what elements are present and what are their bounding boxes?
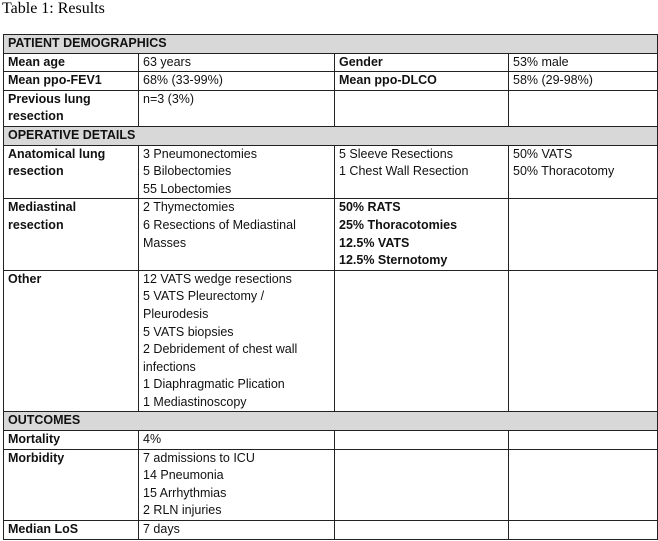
los-value: 7 days xyxy=(139,521,335,540)
table-row xyxy=(4,199,658,270)
dlco-value: 58% (29-98%) xyxy=(509,72,658,91)
anatomical-procedures xyxy=(139,145,335,199)
cell-line: 5 VATS biopsies xyxy=(143,324,234,339)
empty-cell xyxy=(335,90,509,126)
table-row xyxy=(4,90,658,126)
section-row-outcomes xyxy=(4,412,658,431)
empty-cell xyxy=(335,521,509,540)
prev-resection-label xyxy=(4,90,139,126)
fev1-label: Mean ppo-FEV1 xyxy=(4,72,139,91)
cell-line: Mediastinal xyxy=(8,200,77,215)
cell-line: 12.5% VATS xyxy=(339,235,410,250)
cell-line: 1 Chest Wall Resection xyxy=(339,164,469,179)
los-label: Median LoS xyxy=(4,521,139,540)
cell-line: 12.5% Sternotomy xyxy=(339,253,448,268)
empty-cell xyxy=(509,199,658,270)
cell-line: 50% Thoracotomy xyxy=(513,164,615,179)
empty-cell xyxy=(509,431,658,450)
cell-line: 1 Mediastinoscopy xyxy=(143,394,247,409)
cell-line: 7 admissions to ICU xyxy=(143,450,255,465)
other-label: Other xyxy=(4,270,139,412)
cell-line: infections xyxy=(143,359,196,374)
cell-line: 50% RATS xyxy=(339,200,401,215)
results-table xyxy=(3,34,658,540)
empty-cell xyxy=(335,270,509,412)
cell-line: 2 Thymectomies xyxy=(143,200,235,215)
prev-resection-value: n=3 (3%) xyxy=(139,90,335,126)
empty-cell xyxy=(509,449,658,520)
cell-line: Anatomical lung xyxy=(8,146,106,161)
mediastinal-approach xyxy=(335,199,509,270)
empty-cell xyxy=(509,90,658,126)
cell-line: 50% VATS xyxy=(513,146,573,161)
cell-line: 25% Thoracotomies xyxy=(339,217,458,232)
table-caption: Table 1: Results xyxy=(2,0,105,17)
anatomical-approach xyxy=(509,145,658,199)
cell-line: 1 Diaphragmatic Plication xyxy=(143,377,285,392)
section-row-operative xyxy=(4,126,658,145)
section-title-outcomes: OUTCOMES xyxy=(4,412,658,431)
cell-line: 55 Lobectomies xyxy=(143,181,232,196)
cell-line: 2 Debridement of chest wall xyxy=(143,342,298,357)
cell-line: 14 Pneumonia xyxy=(143,468,224,483)
mediastinal-procedures xyxy=(139,199,335,270)
cell-line: Masses xyxy=(143,235,187,250)
cell-line: 5 Sleeve Resections xyxy=(339,146,453,161)
cell-line: 2 RLN injuries xyxy=(143,503,222,518)
empty-cell xyxy=(335,449,509,520)
section-row-demographics xyxy=(4,35,658,54)
cell-line: resection xyxy=(8,164,64,179)
section-title-operative: OPERATIVE DETAILS xyxy=(4,126,658,145)
table-row xyxy=(4,431,658,450)
cell-line: resection xyxy=(8,109,64,124)
table-row xyxy=(4,145,658,199)
mediastinal-label xyxy=(4,199,139,270)
dlco-label: Mean ppo-DLCO xyxy=(335,72,509,91)
mortality-value: 4% xyxy=(139,431,335,450)
gender-label: Gender xyxy=(335,53,509,72)
cell-line: 12 VATS wedge resections xyxy=(143,271,292,286)
other-procedures xyxy=(139,270,335,412)
anatomical-label xyxy=(4,145,139,199)
cell-line: Pleurodesis xyxy=(143,306,209,321)
table-row xyxy=(4,53,658,72)
table-row xyxy=(4,270,658,412)
cell-line: 3 Pneumonectomies xyxy=(143,146,257,161)
section-title-demographics: PATIENT DEMOGRAPHICS xyxy=(4,35,658,54)
mortality-label: Mortality xyxy=(4,431,139,450)
table-row xyxy=(4,449,658,520)
cell-line: 5 Bilobectomies xyxy=(143,164,232,179)
mean-age-label: Mean age xyxy=(4,53,139,72)
cell-line: 5 VATS Pleurectomy / xyxy=(143,289,265,304)
empty-cell xyxy=(509,521,658,540)
table-row xyxy=(4,521,658,540)
cell-line: 6 Resections of Mediastinal xyxy=(143,217,296,232)
mean-age-value: 63 years xyxy=(139,53,335,72)
fev1-value: 68% (33-99%) xyxy=(139,72,335,91)
empty-cell xyxy=(335,431,509,450)
anatomical-other-procedures xyxy=(335,145,509,199)
gender-value: 53% male xyxy=(509,53,658,72)
morbidity-values xyxy=(139,449,335,520)
empty-cell xyxy=(509,270,658,412)
cell-line: Previous lung xyxy=(8,91,91,106)
morbidity-label: Morbidity xyxy=(4,449,139,520)
table-row xyxy=(4,72,658,91)
cell-line: 15 Arrhythmias xyxy=(143,485,227,500)
cell-line: resection xyxy=(8,217,64,232)
